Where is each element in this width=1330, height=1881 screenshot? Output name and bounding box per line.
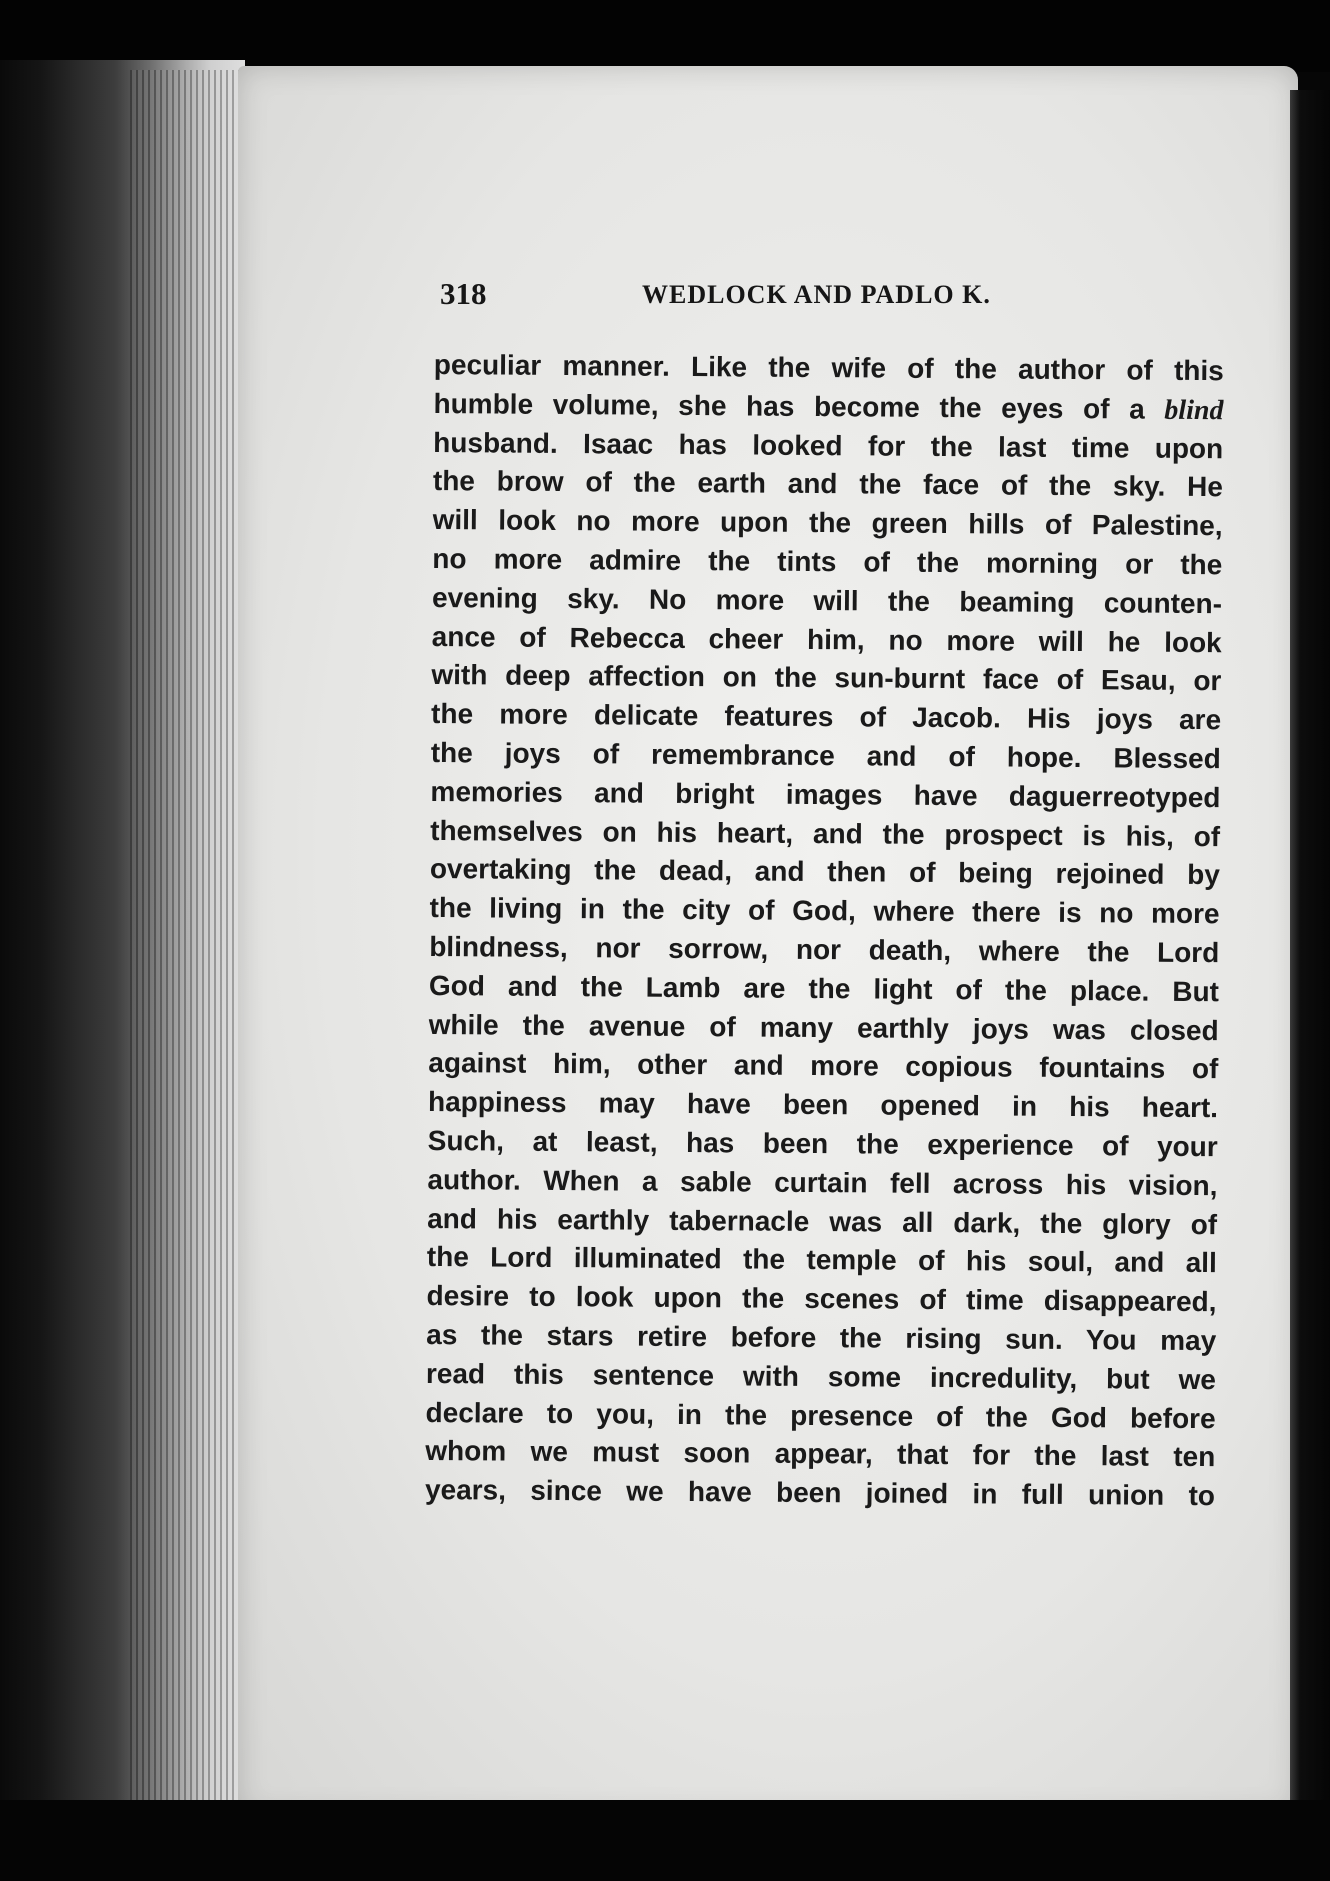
text-line-segment: God and the Lamb are the light of the place. But [428,969,1220,1007]
text-line-segment: humble volume, she has become the eyes of a [433,387,1165,425]
text-line [430,773,1220,818]
text-line [433,462,1223,507]
text-line-segment: ance of Rebecca cheer him, no more will he look [431,620,1222,658]
text-line [426,1355,1216,1400]
text-line [429,889,1219,934]
text-line [429,967,1219,1012]
book-gutter-edge-lines [130,70,240,1810]
italic-word: blind [1164,394,1224,426]
text-line-segment: evening sky. No more will the beaming counten- [431,581,1223,619]
text-line [425,1432,1215,1477]
text-line-segment: no more admire the tints of the morning or the [432,542,1223,581]
text-line [426,1277,1216,1322]
text-line-segment: the Lord illuminated the temple of his soul, and all [426,1241,1217,1279]
text-line-segment: declare to you, in the presence of the God before [425,1396,1216,1434]
text-line [429,928,1219,973]
page-number: 318 [440,276,487,311]
text-line [433,385,1223,430]
text-line-segment: memories and bright images have daguerreotyped [430,775,1221,813]
text-line-segment: husband. Isaac has looked for the last time upon [433,426,1224,464]
text-line-segment: the brow of the earth and the face of the sky. He [432,465,1224,503]
text-line [432,540,1222,585]
text-line-segment: and his earthly tabernacle was all dark, the glory of [427,1202,1218,1240]
text-line [432,618,1222,663]
text-line [429,1006,1219,1051]
text-line-segment: desire to look upon the scenes of time disappeared, [426,1280,1217,1318]
text-line [425,1471,1215,1516]
text-line-segment: will look no more upon the green hills of Palestine, [432,504,1223,542]
text-line-segment: author. When a sable curtain fell across his vision, [427,1163,1218,1201]
text-line [427,1238,1217,1283]
text-line [426,1316,1216,1361]
text-line-segment: as the stars retire before the rising sun. You may [426,1318,1217,1357]
text-line [431,656,1221,701]
text-line [425,1393,1215,1438]
text-line-segment: blindness, nor sorrow, nor death, where the Lord [429,930,1220,969]
body-text [425,346,1224,1516]
text-line [428,1122,1218,1167]
text-line-segment: the more delicate features of Jacob. His joys are [430,698,1222,736]
text-line-segment: while the avenue of many earthly joys was closed [428,1008,1219,1046]
text-line [431,695,1221,740]
text-line-segment: happiness may have been opened in his heart. [427,1086,1219,1124]
text-line [430,850,1220,895]
text-line-segment: against him, other and more copious fountains of [428,1047,1219,1085]
text-line [428,1044,1218,1089]
text-line [432,579,1222,624]
text-line-segment: Such, at least, has been the experience of your [427,1124,1218,1163]
text-line [428,1083,1218,1128]
text-line-segment: whom we must soon appear, that for the last ten [425,1435,1216,1473]
text-line [427,1200,1217,1245]
text-line [432,501,1222,546]
text-line-segment: the joys of remembrance and of hope. Blessed [430,736,1221,775]
text-line-segment: years, since we have been joined in full union to [424,1474,1216,1512]
text-line-segment: peculiar manner. Like the wife of the author of this [433,348,1224,387]
page-right-edge [1290,90,1330,1810]
text-line [427,1161,1217,1206]
text-line [430,812,1220,857]
text-line-segment: with deep affection on the sun-burnt face of Esau, or [431,659,1222,697]
text-line-segment: overtaking the dead, and then of being rejoined by [429,853,1220,891]
text-line-segment: read this sentence with some incredulity, but we [425,1357,1217,1395]
text-line [434,346,1224,391]
page-header [440,276,1140,316]
scan-bottom-margin [0,1800,1330,1881]
text-line [431,734,1221,779]
running-head: WEDLOCK AND PADLO K. [642,280,991,309]
text-line [433,424,1223,469]
text-line-segment: themselves on his heart, and the prospect is his, of [430,814,1221,852]
text-line-segment: the living in the city of God, where there is no more [429,892,1220,930]
